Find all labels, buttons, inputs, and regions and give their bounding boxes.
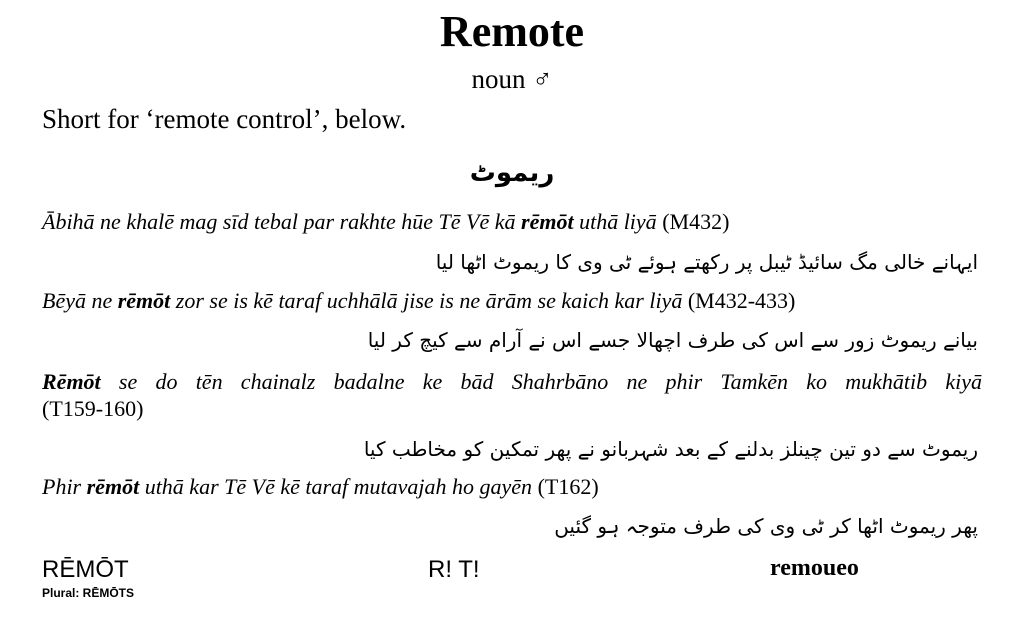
encoded-form: R! T! [428,556,480,583]
headword: Remote [439,7,585,56]
example-1-reference: (M432) [662,209,730,234]
example-4-transliteration [42,473,599,501]
example-2-urdu: بیانے ریموٹ زور سے اس کی طرف اچھالا جسے اس نے آرام سے کیچ کر لیا [367,328,978,352]
example-4-urdu: پھر ریموٹ اٹھا کر ٹی وی کی طرف متوجہ ہو گئیں [554,514,978,538]
example-2-reference: (M432-433) [687,288,796,313]
example-4-text-before: Phir [42,474,87,499]
example-1-text-before: Ābihā ne khalē mag sīd tebal par rakhte hūe Tē Vē kā [42,209,522,234]
example-2-transliteration [42,287,795,315]
phonetic-form: remoueo [770,555,859,581]
example-3-text-after: se do tēn chainalz badalne ke bād Shahrbāno ne phir Tamkēn ko mukhātib kiyā [100,369,982,394]
example-4-term: rēmōt [86,474,140,499]
example-1-term: rēmōt [521,209,574,234]
example-2-text-after: zor se is kē taraf uchhālā jise is ne ārām se kaich kar liyā [170,288,688,313]
definition-gloss: Short for ‘remote control’, below. [42,104,407,134]
example-1-transliteration [42,208,729,236]
example-3-transliteration [42,368,982,396]
example-2-text-before: Bēyā ne [42,288,118,313]
example-3-term: Rēmōt [42,369,101,394]
example-3-urdu: ریموٹ سے دو تین چینلز بدلنے کے بعد شہربانو نے پھر تمکین کو مخاطب کیا [363,437,978,461]
example-3-reference: (T159-160) [42,396,144,421]
part-of-speech: noun ♂ [471,64,553,94]
example-4-text-after: uthā kar Tē Vē kē taraf mutavajah ho gayēn [139,474,538,499]
plural-form: Plural: RĒMŌTS [42,586,135,600]
example-1-text-after: uthā liyā [573,209,663,234]
romanized-form: RĒMŌT [42,556,129,583]
example-1-urdu: ایہانے خالی مگ سائیڈ ٹیبل پر رکھتے ہوئے ٹی وی کا ریموٹ اٹھا لیا [435,250,978,274]
example-4-reference: (T162) [537,474,599,499]
urdu-headword: ریموٹ [469,158,555,188]
example-2-term: rēmōt [117,288,171,313]
